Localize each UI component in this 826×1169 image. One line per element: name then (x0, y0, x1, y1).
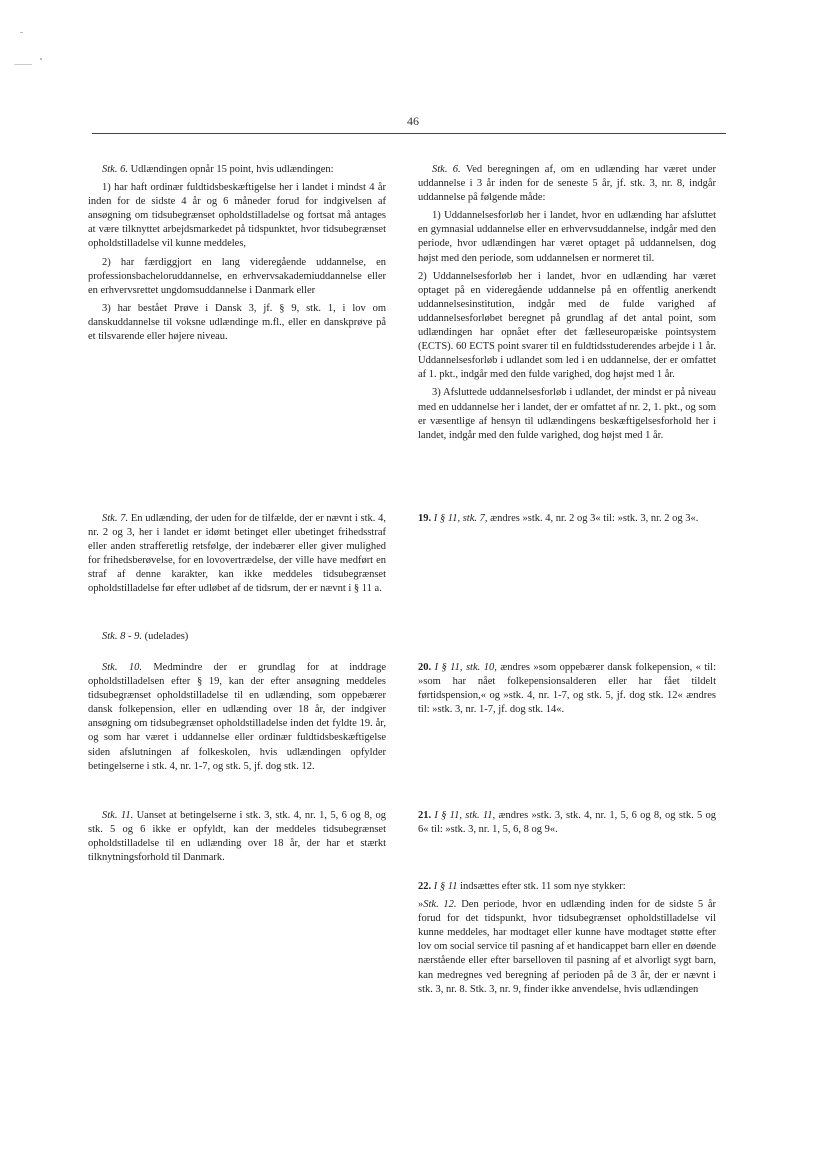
amendment-number: 22. (418, 881, 432, 892)
right-stk6-item1: 1) Uddannelsesforløb her i landet, hvor en udlænding har afsluttet en gymnasial uddannelse eller en erhvervsuddannelse, indgår med den periode, hvor udlændingen har været optaget på uddannelsen, dog højst med den periode, som uddannelsen er normeret til. (418, 210, 716, 264)
amendment-22-stk12: »Stk. 12. Den periode, hvor en udlænding inden for de sidste 5 år forud for det tidspunkt, hvor tidsubegrænset opholdstilladelse vil kunne meddeles, har modtaget eller kunne have modtaget støtte efter lov om social service til pasning af et handicappet barn eller en døende nærstående eller efter barselloven til pasning af et alvorligt sygt barn, kan medregnes ved beregning af perioden på de 3 år, der er nævnt i stk. 3, nr. 8. Stk. 3, nr. 9, finder ikke anvendelse, hvis udlændingen (418, 899, 717, 995)
left-stk6-item3: 3) har bestået Prøve i Dansk 3, jf. § 9, stk. 1, i lov om danskuddannelse til voksne udlændinge m.fl., eller en danskprøve på et tilsvarende eller højere niveau. (88, 302, 386, 343)
amendment-22 (418, 880, 716, 1001)
amendment-20-text: 20. I § 11, stk. 10, ændres »som oppebærer dansk folkepension, « til: »som har nået folkepensionsalderen eller har fået tildelt førtidspension,« og »stk. 4, nr. 1-7, og stk. 5, jf. dog stk. 12« ændres til: »stk. 3, nr. 1-7, jf. dog stk. 14«. (418, 662, 716, 716)
left-stk6-item1: 1) har haft ordinær fuldtidsbeskæftigelse her i landet i mindst 4 år inden for de sidste 4 år og 6 måneder forud for indgivelsen af ansøgning om tidsubegrænset opholdstilladelse og fortsat må antages at være tilknyttet arbejdsmarkedet på tidspunktet, hvor tidsubegrænset opholdstilladelse vil kunne meddeles, (88, 182, 386, 250)
page-number: 46 (407, 114, 419, 128)
stk-heading: Stk. 12. (423, 899, 457, 911)
amendment-19 (418, 512, 716, 530)
stk-heading: Stk. 7. (102, 513, 129, 524)
amendment-22-intro: 22. I § 11 indsættes efter stk. 11 som nye stykker: (418, 881, 626, 892)
left-stk6-item2: 2) har færdiggjort en lang videregående uddannelse, en professionsbacheloruddannelse, en erhvervsakademiuddannelse eller en erhvervsrettet ungdomsuddannelse i Danmark eller (88, 256, 386, 296)
amendment-number: 20. (418, 662, 432, 673)
left-stk10-block (88, 661, 386, 778)
stk-heading: Stk. 6. (432, 164, 461, 175)
scan-speck (40, 58, 42, 60)
left-stk11-block (88, 809, 386, 869)
left-stk7-block (88, 512, 386, 601)
scan-speck (14, 64, 32, 65)
left-stk6-intro: Stk. 6. Udlændingen opnår 15 point, hvis udlændingen: (102, 164, 334, 175)
stk-heading: Stk. 11. (102, 810, 134, 821)
left-stk8-9-text: Stk. 8 - 9. (udelades) (102, 631, 189, 642)
amendment-20 (418, 661, 716, 721)
stk-heading: Stk. 6. (102, 164, 128, 175)
left-stk10-text: Stk. 10. Medmindre der er grundlag for at inddrage opholdstilladelsen efter § 19, kan der efter ansøgning meddeles tidsubegrænset opholdstilladelse til en udlænding, som oppebærer dansk folkepension, eller en udlænding over 18 år, der indgiver ansøgning om tidsubegrænset opholdstilladelse inden det fyldte 19. år, og som har været i uddannelse eller ordinær fuldtidsbeskæftigelse siden afslutningen af folkeskolen, hvis udlændingen opfylder betingelserne i stk. 4, nr. 1-7, og stk. 5, jf. dog stk. 12. (88, 662, 386, 772)
left-stk11-text: Stk. 11. Uanset at betingelserne i stk. 3, stk. 4, nr. 1, 5, 6 og 8, og stk. 5 og 6 ikke er opfyldt, kan der meddeles tidsubegrænset opholdstilladelse til en udlænding over 18 år, der har et stærkt tilknytningsforhold til Danmark. (88, 810, 386, 864)
right-stk6-item3: 3) Afsluttede uddannelsesforløb i udlandet, der mindst er på niveau med en uddannelse her i landet, der er omfattet af nr. 2, 1. pkt., og som er væsentlige af hensyn til udlændingens beskæftigelsesforhold her i landet, indgår med den fulde varighed, dog højst med 1 år. (418, 387, 716, 441)
header-rule (92, 133, 726, 134)
left-stk6-block (88, 163, 386, 348)
amendment-21-text: 21. I § 11, stk. 11, ændres »stk. 3, stk. 4, nr. 1, 5, 6 og 8, og stk. 5 og 6« til: »stk. 3, nr. 1, 5, 6, 8 og 9«. (418, 810, 716, 836)
stk-heading: Stk. 10. (102, 662, 142, 673)
amendment-21 (418, 809, 716, 841)
right-stk6-intro: Stk. 6. Ved beregningen af, om en udlænding har været under uddannelse i 3 år inden for de seneste 5 år, jf. stk. 3, nr. 8, indgår uddannelse på følgende måde: (418, 164, 717, 204)
amendment-number: 19. (418, 513, 432, 524)
amendment-19-text: 19. I § 11, stk. 7, ændres »stk. 4, nr. 2 og 3« til: »stk. 3, nr. 2 og 3«. (418, 513, 699, 524)
stk-heading: Stk. 8 - 9. (102, 631, 142, 642)
right-stk6-block (418, 163, 716, 447)
scan-speck (20, 32, 23, 33)
left-stk8-9-block (88, 630, 386, 648)
left-stk7-text: Stk. 7. En udlænding, der uden for de tilfælde, der er nævnt i stk. 4, nr. 2 og 3, her i landet er idømt betinget eller ubetinget frihedsstraf eller anden strafferetlig retsfølge, der indebærer eller giver mulighed for frihedsberøvelse, for en lovovertrædelse, der ville have medført en straf af denne karakter, kan ikke meddeles tidsubegrænset opholdstilladelse før efter udløbet af de tidsrum, der er nævnt i § 11 a. (88, 513, 386, 595)
amendment-number: 21. (418, 810, 432, 821)
right-stk6-item2: 2) Uddannelsesforløb her i landet, hvor en udlænding har været optaget på en videregående uddannelse på en offentlig anerkendt uddannelsesinstitution, indgår med de fulde varighed af uddannelsesforløbet beregnet på grundlag af det antal point, som udlændingen har opnået efter det fælleseuropæiske pointsystem (ECTS). 60 ECTS point svarer til en fuldtidsstuderendes arbejde i 1 år. Uddannelsesforløb i udlandet som led i en uddannelse, der er omfattet af 1. pkt., indgår med den fulde varighed, dog højst med 1 år. (418, 270, 716, 381)
